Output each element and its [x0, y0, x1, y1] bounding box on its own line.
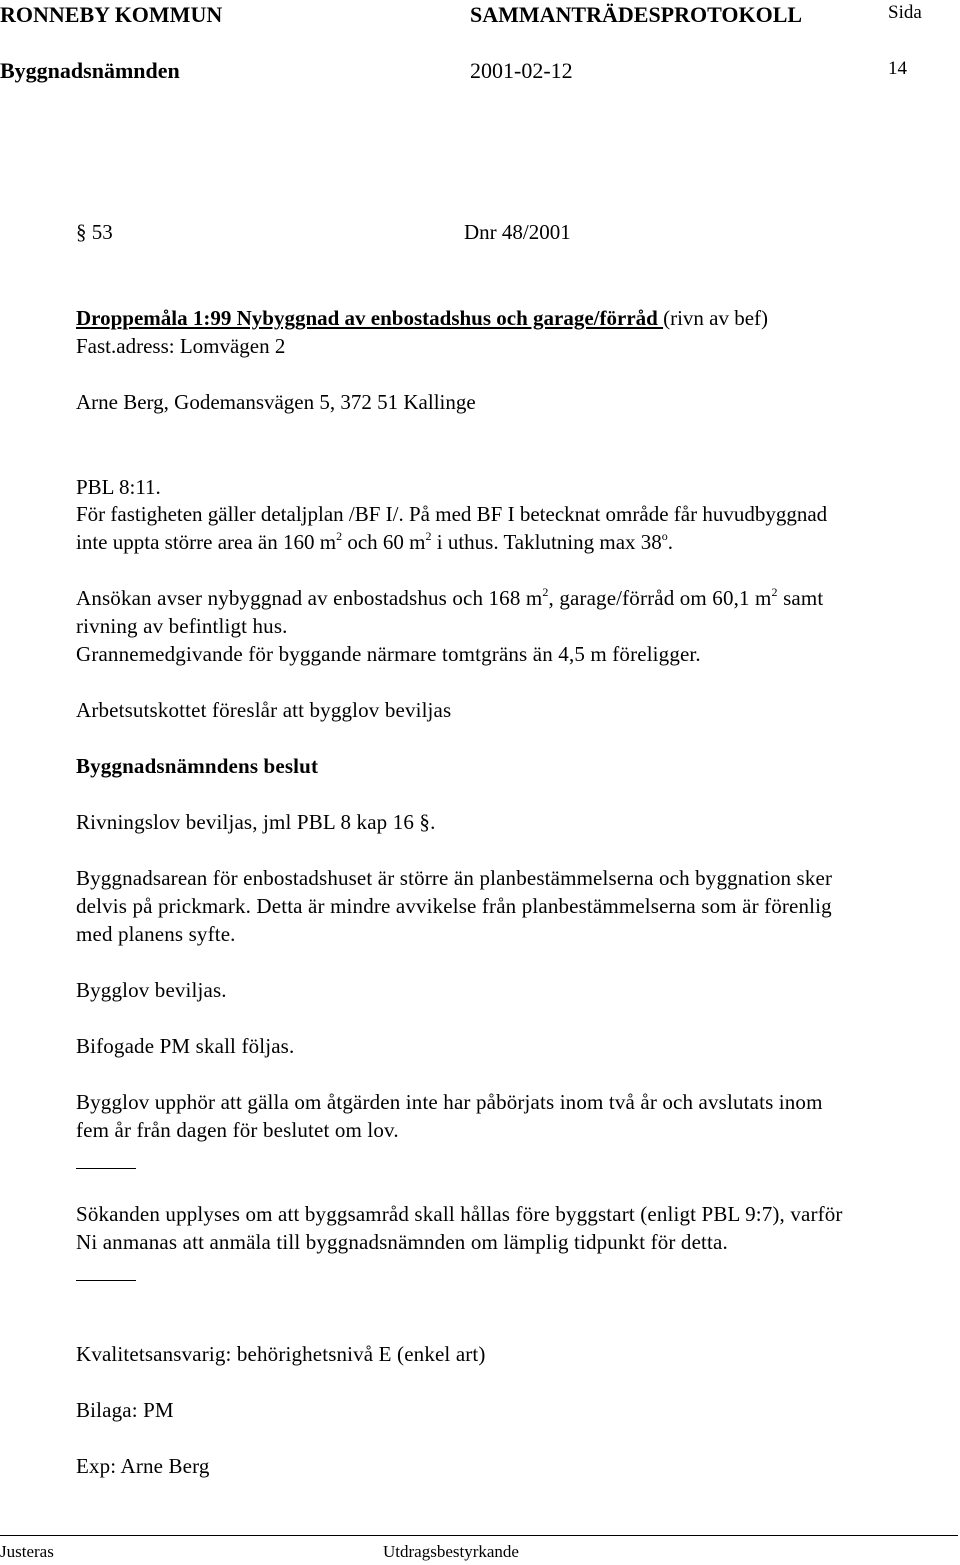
- quality-responsible: Kvalitetsansvarig: behörighetsnivå E (enkel art): [76, 1342, 486, 1366]
- notice-line2: Ni anmanas att anmäla till byggnadsnämnden om lämplig tidpunkt för detta.: [76, 1230, 728, 1254]
- proposal: Arbetsutskottet föreslår att bygglov beviljas: [76, 698, 452, 722]
- decision-demolition: [76, 810, 435, 835]
- application-line2: rivning av befintligt hus.: [76, 614, 288, 638]
- plan-line2-c: i uthus. Taklutning max 38: [431, 530, 662, 554]
- plan-line2-sup2: 2: [425, 529, 432, 543]
- header-date: 2001-02-12: [470, 58, 573, 83]
- notice-line1: Sökanden upplyses om att byggsamråd skall hållas före byggstart (enligt PBL 9:7), varför: [76, 1202, 843, 1226]
- decision-demolition-b: .: [430, 810, 436, 834]
- item-address: Fast.adress: Lomvägen 2: [76, 334, 286, 358]
- footer-justeras: Justeras: [0, 1542, 54, 1561]
- header-committee: Byggnadsnämnden: [0, 58, 180, 83]
- divider-short: [76, 1280, 136, 1281]
- plan-pbl: PBL 8:11.: [76, 475, 161, 499]
- application-line1-sup2: 2: [771, 585, 778, 599]
- item-applicant: Arne Berg, Godemansvägen 5, 372 51 Kallinge: [76, 390, 476, 414]
- expiry-line1: Bygglov upphör att gälla om åtgärden inte har påbörjats inom två år och avslutats inom: [76, 1090, 823, 1114]
- plan-line2-d: .: [667, 530, 674, 554]
- section-sign-icon: §: [419, 810, 431, 834]
- item-title-underlined: Droppemåla 1:99 Nybyggnad av enbostadshus och garage/förråd: [76, 306, 664, 330]
- section-number: 53: [91, 220, 113, 244]
- footer-rule: [0, 1535, 958, 1536]
- application-line1-c: samt: [777, 586, 824, 610]
- application-line3: Grannemedgivande för byggande närmare tomtgräns än 4,5 m föreligger.: [76, 642, 701, 666]
- application-line1-sup1: 2: [542, 585, 549, 599]
- section-line: [76, 220, 113, 245]
- plan-line2: [76, 530, 673, 555]
- plan-line2-b: och 60 m: [342, 530, 426, 554]
- deviation-line3: med planens syfte.: [76, 922, 236, 946]
- footer-utdragsbestyrkande: Utdragsbestyrkande: [383, 1542, 519, 1561]
- item-title-rest: (rivn av bef): [663, 306, 769, 330]
- header-page-number: 14: [888, 58, 907, 79]
- decision-granted: Bygglov beviljas.: [76, 978, 227, 1002]
- application-line1-a: Ansökan avser nybyggnad av enbostadshus och 168 m: [76, 586, 543, 610]
- deviation-line2: delvis på prickmark. Detta är mindre avvikelse från planbestämmelserna som är förenlig: [76, 894, 832, 918]
- divider-short: [76, 1168, 136, 1169]
- decision-heading: Byggnadsnämndens beslut: [76, 754, 319, 778]
- application-line1-b: , garage/förråd om 60,1 m: [548, 586, 772, 610]
- header-doc-type: SAMMANTRÄDESPROTOKOLL: [470, 2, 803, 27]
- plan-line2-a: inte uppta större area än 160 m: [76, 530, 337, 554]
- plan-line2-sup1: 2: [336, 529, 343, 543]
- header-page-label: Sida: [888, 2, 922, 23]
- decision-demolition-a: Rivningslov beviljas, jml PBL 8 kap 16: [76, 810, 415, 834]
- plan-line1: För fastigheten gäller detaljplan /BF I/. På med BF I betecknat område får huvudbyggnad: [76, 502, 828, 526]
- application-line1: [76, 586, 823, 611]
- dnr: Dnr 48/2001: [464, 220, 571, 244]
- section-sign-icon: §: [76, 220, 87, 244]
- item-title: [76, 306, 768, 331]
- dispatch: Exp: Arne Berg: [76, 1454, 210, 1478]
- attachment: Bilaga: PM: [76, 1398, 174, 1422]
- deviation-line1: Byggnadsarean för enbostadshuset är större än planbestämmelserna och byggnation sker: [76, 866, 833, 890]
- header-org: RONNEBY KOMMUN: [0, 2, 223, 27]
- expiry-line2: fem år från dagen för beslutet om lov.: [76, 1118, 399, 1142]
- plan-line2-sup3: o: [661, 529, 668, 543]
- decision-pm: Bifogade PM skall följas.: [76, 1034, 295, 1058]
